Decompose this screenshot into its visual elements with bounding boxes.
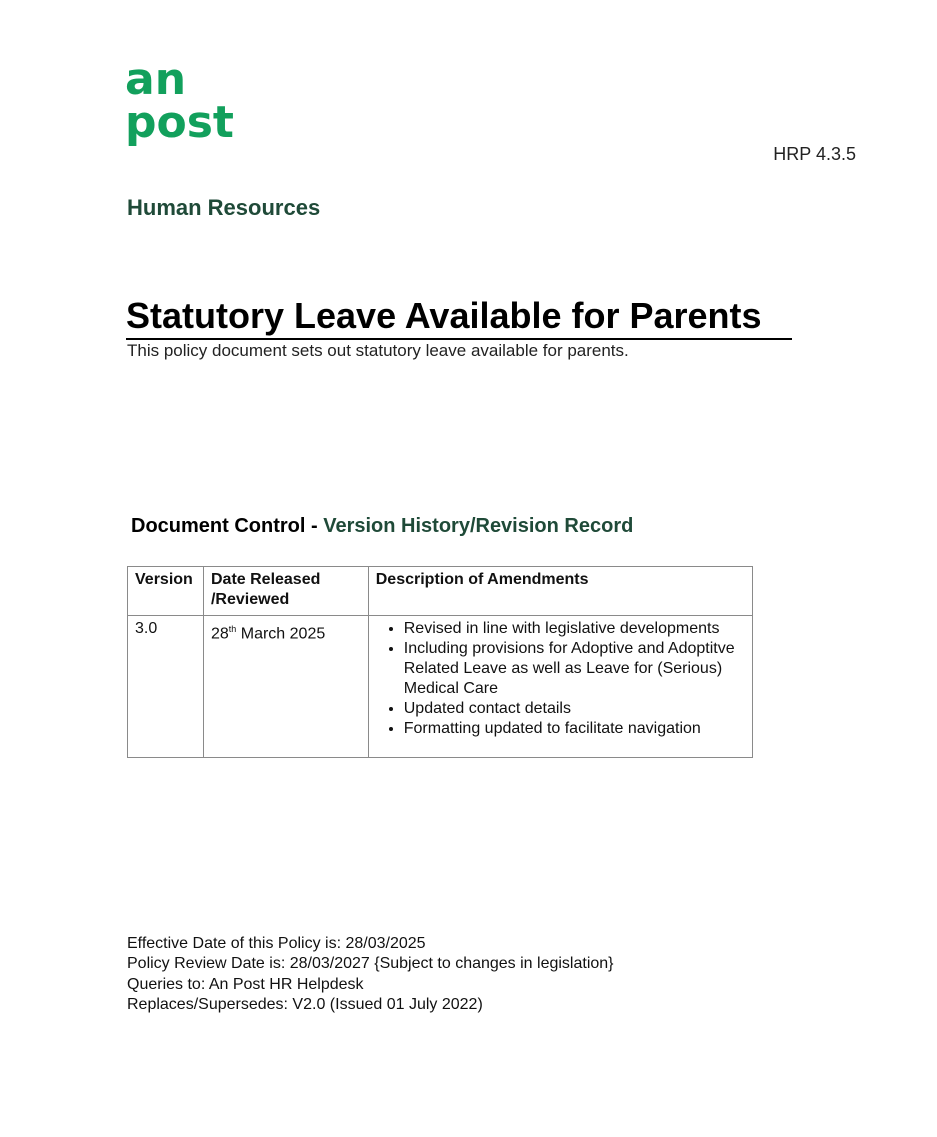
date-day: 28 — [210, 625, 229, 643]
column-header-date: Date Released /Reviewed — [203, 567, 368, 616]
list-item: • Revised in line with legislative developments — [404, 619, 745, 639]
department-heading: Human Resources — [127, 195, 321, 220]
amendments-list — [376, 619, 745, 739]
column-header-description: Description of Amendments — [368, 567, 752, 616]
effective-date: Effective Date of this Policy is: 28/03/2025 — [127, 935, 426, 952]
an-post-logo — [125, 58, 260, 148]
list-item: • Including provisions for Adoptive and Adoptitve Related Leave as well as Leave for (Serious) Medical Care — [404, 639, 745, 699]
date-rest: March 2025 — [236, 625, 326, 643]
date-suffix: th — [228, 624, 237, 634]
version-history-table — [127, 566, 753, 758]
date-cell — [203, 616, 368, 758]
logo-text-post: post — [125, 97, 234, 148]
review-date: Policy Review Date is: 28/03/2027 {Subject to changes in legislation} — [127, 955, 614, 973]
version-history-label: Version History/Revision Record — [323, 515, 634, 537]
document-control-heading — [131, 515, 633, 538]
page-subtitle: This policy document sets out statutory leave available for parents. — [127, 341, 629, 360]
replaces-version: Replaces/Supersedes: V2.0 (Issued 01 July 2022) — [127, 996, 483, 1014]
list-item: • Formatting updated to facilitate navigation — [404, 719, 745, 739]
policy-footer — [127, 934, 614, 1016]
page-title: Statutory Leave Available for Parents — [126, 295, 792, 340]
amendments-cell — [368, 616, 752, 758]
version-cell: 3.0 — [128, 616, 204, 758]
logo-text-an: an — [125, 58, 187, 105]
document-control-label: Document Control - — [131, 515, 318, 537]
column-header-version: Version — [128, 567, 204, 616]
table-row — [128, 616, 753, 758]
list-item: • Updated contact details — [404, 699, 745, 719]
table-header-row — [128, 567, 753, 616]
queries-contact: Queries to: An Post HR Helpdesk — [127, 975, 364, 993]
policy-reference: HRP 4.3.5 — [773, 144, 856, 164]
